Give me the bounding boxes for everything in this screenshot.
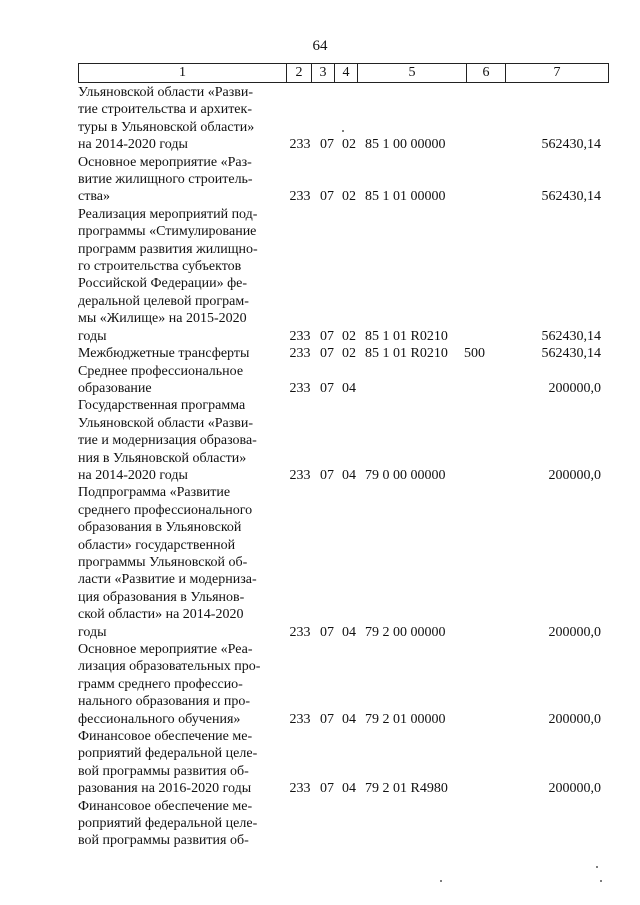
row-name-line: ской области» на 2014-2020 bbox=[78, 607, 244, 623]
cell-section: 233 bbox=[289, 624, 311, 640]
row-name-line: ция образования в Ульянов- bbox=[78, 589, 245, 605]
cell-podrazdel: 04 bbox=[342, 467, 356, 483]
row-name-line: программ развития жилищно- bbox=[78, 241, 258, 257]
row-name-line: вой программы развития об- bbox=[78, 833, 249, 849]
row-name-line: ства» bbox=[78, 189, 110, 205]
cell-podrazdel: 02 bbox=[342, 137, 356, 153]
cell-razdel: 07 bbox=[320, 328, 334, 344]
cell-podrazdel: 04 bbox=[342, 711, 356, 727]
cell-amount: 200000,0 bbox=[548, 467, 601, 483]
row-name-line: образования в Ульяновской bbox=[78, 520, 242, 536]
row-name-line: образование bbox=[78, 380, 152, 396]
row-name-line: среднего профессионального bbox=[78, 502, 253, 518]
header-col-5: 5 bbox=[358, 64, 467, 82]
row-name-line: туры в Ульяновской области» bbox=[78, 119, 255, 135]
cell-podrazdel: 04 bbox=[342, 781, 356, 797]
row-name-line: программы «Стимулирование bbox=[78, 224, 257, 240]
row-name-line: программы Ульяновской об- bbox=[78, 554, 248, 570]
header-col-6: 6 bbox=[467, 64, 506, 82]
cell-target-code: 85 1 01 00000 bbox=[365, 189, 446, 205]
row-name-line: Российской Федерации» фе- bbox=[78, 276, 248, 292]
row-name-line: го строительства субъектов bbox=[78, 259, 242, 275]
cell-section: 233 bbox=[289, 346, 311, 362]
row-name bbox=[78, 397, 285, 484]
table-row bbox=[78, 206, 609, 345]
row-name-line: ния в Ульяновской области» bbox=[78, 450, 247, 466]
scan-speck bbox=[600, 880, 602, 882]
row-name bbox=[78, 154, 285, 206]
row-name-line: Основное мероприятие «Реа- bbox=[78, 642, 253, 657]
row-name-line: Среднее профессиональное bbox=[78, 363, 244, 379]
table-row bbox=[78, 484, 609, 641]
cell-target-code: 85 1 01 R0210 bbox=[365, 328, 448, 344]
table-row bbox=[78, 345, 609, 362]
row-name-line: Ульяновской области «Разви- bbox=[78, 415, 254, 431]
table-row bbox=[78, 363, 609, 398]
row-name bbox=[78, 641, 285, 728]
row-name-line: вой программы развития об- bbox=[78, 763, 249, 779]
cell-amount: 200000,0 bbox=[548, 380, 601, 396]
row-name-line: разования на 2016-2020 годы bbox=[78, 781, 252, 797]
row-name-line: Государственная программа bbox=[78, 398, 246, 414]
cell-razdel: 07 bbox=[320, 711, 334, 727]
cell-section: 233 bbox=[289, 328, 311, 344]
cell-amount: 562430,14 bbox=[541, 346, 601, 362]
row-name-line: деральной целевой програм- bbox=[78, 293, 249, 309]
row-name-line: Реализация мероприятий под- bbox=[78, 206, 258, 222]
cell-target-code: 79 2 01 00000 bbox=[365, 711, 446, 727]
cell-razdel: 07 bbox=[320, 467, 334, 483]
table-row bbox=[78, 397, 609, 484]
cell-target-code: 79 2 00 00000 bbox=[365, 624, 446, 640]
cell-amount: 562430,14 bbox=[541, 189, 601, 205]
table-row bbox=[78, 728, 609, 798]
cell-podrazdel: 02 bbox=[342, 189, 356, 205]
row-name-line: на 2014-2020 годы bbox=[78, 137, 188, 153]
row-name-line: годы bbox=[78, 624, 107, 640]
row-name-line: Подпрограмма «Развитие bbox=[78, 485, 231, 501]
row-name-line: области» государственной bbox=[78, 537, 236, 553]
cell-podrazdel: 04 bbox=[342, 380, 356, 396]
cell-section: 233 bbox=[289, 467, 311, 483]
row-name-line: нального образования и про- bbox=[78, 694, 251, 710]
cell-podrazdel: 02 bbox=[342, 328, 356, 344]
cell-amount: 562430,14 bbox=[541, 137, 601, 153]
cell-amount: 200000,0 bbox=[548, 781, 601, 797]
row-name bbox=[78, 363, 285, 398]
row-name bbox=[78, 484, 285, 641]
cell-section: 233 bbox=[289, 189, 311, 205]
cell-section: 233 bbox=[289, 380, 311, 396]
row-name bbox=[78, 84, 285, 154]
cell-section: 233 bbox=[289, 711, 311, 727]
cell-amount: 200000,0 bbox=[548, 624, 601, 640]
cell-target-code: 85 1 01 R0210 bbox=[365, 346, 448, 362]
header-col-1: 1 bbox=[79, 64, 287, 82]
header-col-2: 2 bbox=[287, 64, 312, 82]
row-name bbox=[78, 798, 285, 850]
row-name bbox=[78, 728, 285, 798]
table-row bbox=[78, 154, 609, 206]
cell-section: 233 bbox=[289, 781, 311, 797]
cell-razdel: 07 bbox=[320, 346, 334, 362]
row-name-line: Межбюджетные трансферты bbox=[78, 346, 250, 362]
cell-target-code: 79 2 01 R4980 bbox=[365, 781, 448, 797]
row-name-line: Основное мероприятие «Раз- bbox=[78, 154, 252, 170]
table-row bbox=[78, 84, 609, 154]
cell-amount: 200000,0 bbox=[548, 711, 601, 727]
row-name-line: роприятий федеральной целе- bbox=[78, 746, 258, 762]
row-name-line: тие строительства и архитек- bbox=[78, 102, 252, 118]
cell-razdel: 07 bbox=[320, 624, 334, 640]
table-body bbox=[78, 84, 609, 850]
scan-speck bbox=[596, 866, 598, 868]
row-name-line: Ульяновской области «Разви- bbox=[78, 85, 254, 100]
cell-target-code: 79 0 00 00000 bbox=[365, 467, 446, 483]
row-name-line: лизация образовательных про- bbox=[78, 659, 261, 675]
page-number: 64 bbox=[312, 38, 328, 54]
table-row bbox=[78, 641, 609, 728]
table-row bbox=[78, 798, 609, 850]
row-name-line: фессионального обучения» bbox=[78, 711, 241, 727]
row-name-line: витие жилищного строитель- bbox=[78, 172, 253, 188]
row-name-line: Финансовое обеспечение ме- bbox=[78, 798, 253, 814]
scan-speck bbox=[440, 880, 442, 882]
cell-target-code: 85 1 00 00000 bbox=[365, 137, 446, 153]
cell-amount: 562430,14 bbox=[541, 328, 601, 344]
cell-podrazdel: 02 bbox=[342, 346, 356, 362]
cell-section: 233 bbox=[289, 137, 311, 153]
header-col-4: 4 bbox=[335, 64, 358, 82]
cell-razdel: 07 bbox=[320, 189, 334, 205]
cell-razdel: 07 bbox=[320, 137, 334, 153]
row-name-line: мы «Жилище» на 2015-2020 bbox=[78, 311, 247, 327]
cell-razdel: 07 bbox=[320, 781, 334, 797]
row-name-line: Финансовое обеспечение ме- bbox=[78, 729, 253, 745]
row-name-line: роприятий федеральной целе- bbox=[78, 816, 258, 832]
row-name-line: годы bbox=[78, 328, 107, 344]
header-col-7: 7 bbox=[553, 65, 561, 80]
row-name-line: тие и модернизация образова- bbox=[78, 433, 257, 449]
cell-razdel: 07 bbox=[320, 380, 334, 396]
row-name bbox=[78, 345, 285, 362]
header-col-3: 3 bbox=[312, 64, 335, 82]
row-name-line: ласти «Развитие и модерниза- bbox=[78, 572, 257, 588]
table-header bbox=[78, 63, 609, 83]
cell-expense-type: 500 bbox=[464, 346, 485, 362]
row-name-line: на 2014-2020 годы bbox=[78, 467, 188, 483]
scan-speck bbox=[342, 130, 344, 132]
row-name-line: грамм среднего профессио- bbox=[78, 676, 243, 692]
cell-podrazdel: 04 bbox=[342, 624, 356, 640]
row-name bbox=[78, 206, 285, 345]
